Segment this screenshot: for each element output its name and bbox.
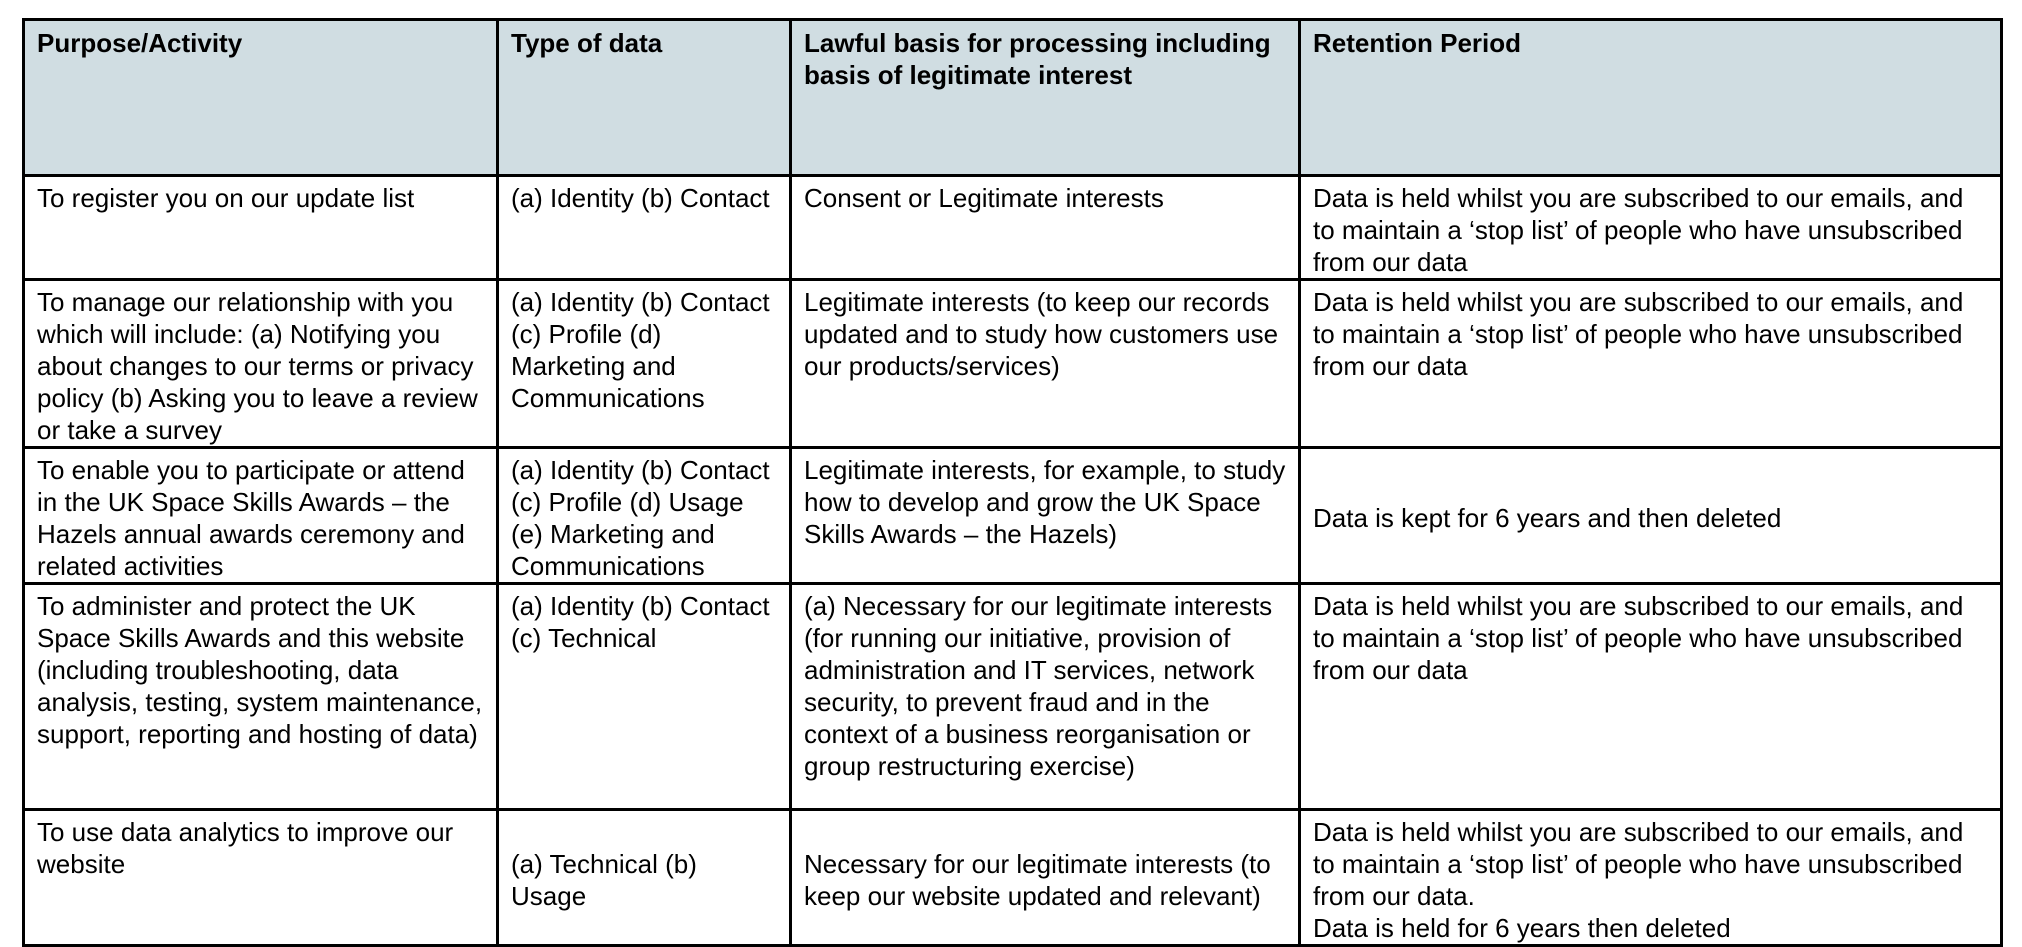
retention-cell: Data is held whilst you are subscribed to our emails, and to maintain a ‘stop list’ of people who have unsubscribed from our data: [1300, 176, 2002, 280]
data-processing-table: [22, 18, 2003, 947]
retention-cell: Data is held whilst you are subscribed to our emails, and to maintain a ‘stop list’ of people who have unsubscribed from our data: [1300, 280, 2002, 448]
retention-cell: Data is held whilst you are subscribed to our emails, and to maintain a ‘stop list’ of people who have unsubscribed from our data: [1300, 584, 2002, 810]
table-row: [24, 810, 2002, 946]
header-type-of-data: Type of data: [498, 20, 791, 176]
data-processing-table-container: [22, 18, 2000, 943]
data-type-cell: (a) Identity (b) Contact: [498, 176, 791, 280]
retention-cell: Data is kept for 6 years and then deleted: [1300, 448, 2002, 584]
table-row: [24, 176, 2002, 280]
table-row: [24, 280, 2002, 448]
data-type-cell: (a) Identity (b) Contact (c) Technical: [498, 584, 791, 810]
lawful-basis-cell: (a) Necessary for our legitimate interests (for running our initiative, provision of administration and IT services, network security, to prevent fraud and in the context of a business reorganisation or group restructuring exercise): [791, 584, 1300, 810]
header-lawful-basis: Lawful basis for processing including basis of legitimate interest: [791, 20, 1300, 176]
header-retention-period: Retention Period: [1300, 20, 2002, 176]
purpose-cell: To register you on our update list: [24, 176, 498, 280]
table-row: [24, 448, 2002, 584]
data-type-cell: (a) Identity (b) Contact (c) Profile (d) Usage (e) Marketing and Communications: [498, 448, 791, 584]
purpose-cell: To administer and protect the UK Space Skills Awards and this website (including troubleshooting, data analysis, testing, system maintenance, support, reporting and hosting of data): [24, 584, 498, 810]
purpose-cell: To enable you to participate or attend in the UK Space Skills Awards – the Hazels annual awards ceremony and related activities: [24, 448, 498, 584]
purpose-cell: To manage our relationship with you which will include: (a) Notifying you about changes to our terms or privacy policy (b) Asking you to leave a review or take a survey: [24, 280, 498, 448]
data-type-cell: (a) Technical (b) Usage: [498, 810, 791, 946]
purpose-cell: To use data analytics to improve our website: [24, 810, 498, 946]
table-row: [24, 584, 2002, 810]
lawful-basis-cell: Legitimate interests, for example, to study how to develop and grow the UK Space Skills Awards – the Hazels): [791, 448, 1300, 584]
retention-cell: Data is held whilst you are subscribed to our emails, and to maintain a ‘stop list’ of people who have unsubscribed from our data. Data is held for 6 years then deleted: [1300, 810, 2002, 946]
lawful-basis-cell: Legitimate interests (to keep our records updated and to study how customers use our products/services): [791, 280, 1300, 448]
lawful-basis-cell: Necessary for our legitimate interests (to keep our website updated and relevant): [791, 810, 1300, 946]
data-type-cell: (a) Identity (b) Contact (c) Profile (d) Marketing and Communications: [498, 280, 791, 448]
header-purpose-activity: Purpose/Activity: [24, 20, 498, 176]
table-header-row: [24, 20, 2002, 176]
lawful-basis-cell: Consent or Legitimate interests: [791, 176, 1300, 280]
